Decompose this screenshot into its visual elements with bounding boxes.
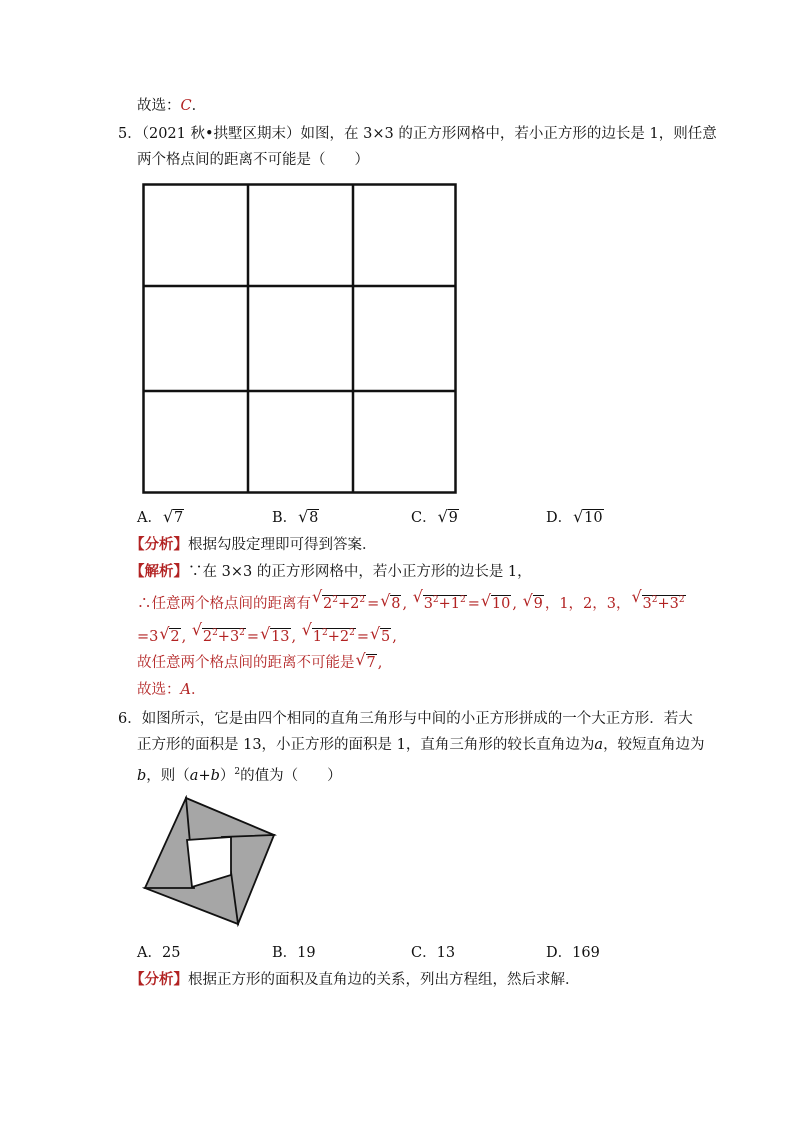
answer-prefix: 故选： bbox=[137, 682, 181, 698]
radicand: 8 bbox=[309, 510, 319, 526]
sqrt-expr: √ 5 bbox=[369, 623, 391, 645]
q5-solution-line2: ∴任意两个格点间的距离有 √ $2^2+2^2$ = √ 8 , √ $3^2+1^2$ = √ 10 , √ 9 ，1，2，3， √ $3^2+3^2$ bbox=[137, 587, 685, 612]
q5-solution-line1 bbox=[130, 562, 532, 582]
option-letter: C． bbox=[411, 945, 437, 961]
option-value: 13 bbox=[436, 945, 456, 961]
sqrt-expr: √ 9 bbox=[522, 590, 543, 612]
sqrt-symbol: √ 9 bbox=[437, 507, 458, 526]
q6-option-c[interactable] bbox=[411, 941, 455, 962]
radicand: 7 bbox=[366, 655, 376, 671]
sqrt-expr: √ $1^2+2^2$ bbox=[301, 620, 355, 645]
option-letter: D． bbox=[546, 510, 573, 526]
sqrt-expr: √ $3^2+1^2$ bbox=[412, 587, 466, 612]
q5-option-d[interactable] bbox=[546, 506, 605, 527]
sqrt-expr: √ 8 bbox=[380, 590, 401, 612]
radicand: 7 bbox=[173, 510, 184, 526]
q6-stem-line3: b，则$(a+b)^2$的值为（ ） bbox=[137, 767, 342, 784]
q4-answer bbox=[137, 96, 206, 116]
option-value: 169 bbox=[572, 945, 600, 961]
pinwheel-figure bbox=[142, 795, 278, 931]
var-a: a bbox=[594, 737, 604, 753]
sqrt-expr: √ $2^2+2^2$ bbox=[312, 587, 366, 612]
option-letter: C． bbox=[411, 510, 437, 526]
analysis-text: 根据正方形的面积及直角边的关系，列出方程组，然后求解． bbox=[188, 972, 580, 988]
q5-stem-line2: 两个格点间的距离不可能是（ ） bbox=[137, 152, 369, 168]
stem-text: 的值为（ ） bbox=[240, 767, 342, 784]
sqrt-symbol: √ 7 bbox=[162, 507, 184, 526]
q5-option-a[interactable] bbox=[137, 506, 185, 527]
grid-border bbox=[144, 185, 456, 493]
answer-letter: A bbox=[180, 682, 191, 698]
sqrt-expr: √ 2 bbox=[159, 623, 180, 645]
q5-analysis bbox=[130, 535, 377, 555]
expr: a+b bbox=[189, 767, 220, 784]
q5-answer bbox=[137, 680, 205, 700]
grid-figure bbox=[142, 183, 458, 495]
var-b: b bbox=[137, 767, 147, 784]
q5-conclusion: 故任意两个格点间的距离不可能是 √ 7 , bbox=[137, 650, 383, 671]
q6-stem-line2 bbox=[137, 735, 705, 755]
sqrt-expr: √ $2^2+3^2$ bbox=[191, 620, 245, 645]
option-letter: B． bbox=[272, 510, 298, 526]
q5-stem-line1: 5．（2021 秋•拱墅区期末）如图，在 3×3 的正方形网格中，若小正方形的边长是 1，则任意 bbox=[118, 126, 717, 142]
option-value: 25 bbox=[161, 945, 181, 961]
option-letter: D． bbox=[546, 945, 573, 961]
analysis-text: 根据勾股定理即可得到答案． bbox=[188, 537, 377, 553]
answer-letter: C bbox=[180, 98, 192, 114]
q6-analysis bbox=[130, 970, 580, 990]
q6-option-d[interactable] bbox=[546, 941, 600, 962]
q6-option-a[interactable] bbox=[137, 941, 180, 962]
stem-text: ，则（ bbox=[146, 767, 190, 784]
q5-option-c[interactable] bbox=[411, 506, 460, 527]
sqrt-symbol: √ 8 bbox=[298, 507, 319, 526]
solution-tag: 【解析】 bbox=[130, 563, 188, 580]
q6-option-b[interactable] bbox=[272, 941, 316, 962]
q5-solution-line3: =3 √ 2 , √ $2^2+3^2$ = √ 13 , √ $1^2+2^2$ = √ 5 , bbox=[137, 620, 397, 645]
solution-prefix: ∴任意两个格点间的距离有 bbox=[137, 595, 311, 612]
option-letter: A． bbox=[137, 510, 162, 526]
analysis-tag: 【分析】 bbox=[130, 971, 188, 988]
analysis-tag: 【分析】 bbox=[130, 536, 188, 553]
sqrt-symbol: √ 7 bbox=[355, 650, 376, 671]
sqrt-expr: √ $3^2+3^2$ bbox=[631, 587, 685, 612]
answer-suffix: ． bbox=[191, 98, 207, 114]
q6-stem-line1: 6．如图所示，它是由四个相同的直角三角形与中间的小正方形拼成的一个大正方形．若大 bbox=[118, 711, 693, 727]
sqrt-expr: √ 10 bbox=[480, 590, 511, 612]
radicand: 9 bbox=[448, 510, 458, 526]
option-letter: B． bbox=[272, 945, 298, 961]
conclusion-text: 故任意两个格点间的距离不可能是 bbox=[137, 655, 355, 671]
sqrt-expr: √ 13 bbox=[260, 623, 290, 645]
stem-text: 正方形的面积是 13，小正方形的面积是 1，直角三角形的较长直角边为 bbox=[137, 737, 595, 753]
solution-text: ∵在 3×3 的正方形网格中，若小正方形的边长是 1， bbox=[188, 564, 532, 580]
answer-suffix: ． bbox=[190, 682, 206, 698]
q5-option-b[interactable] bbox=[272, 506, 320, 527]
option-letter: A． bbox=[137, 945, 162, 961]
answer-prefix: 故选： bbox=[137, 98, 181, 114]
option-value: 19 bbox=[297, 945, 316, 961]
radicand: 10 bbox=[584, 510, 603, 526]
stem-text: ，较短直角边为 bbox=[603, 737, 705, 753]
sqrt-symbol: √ 10 bbox=[573, 507, 603, 526]
stem-text: ） bbox=[219, 767, 235, 784]
